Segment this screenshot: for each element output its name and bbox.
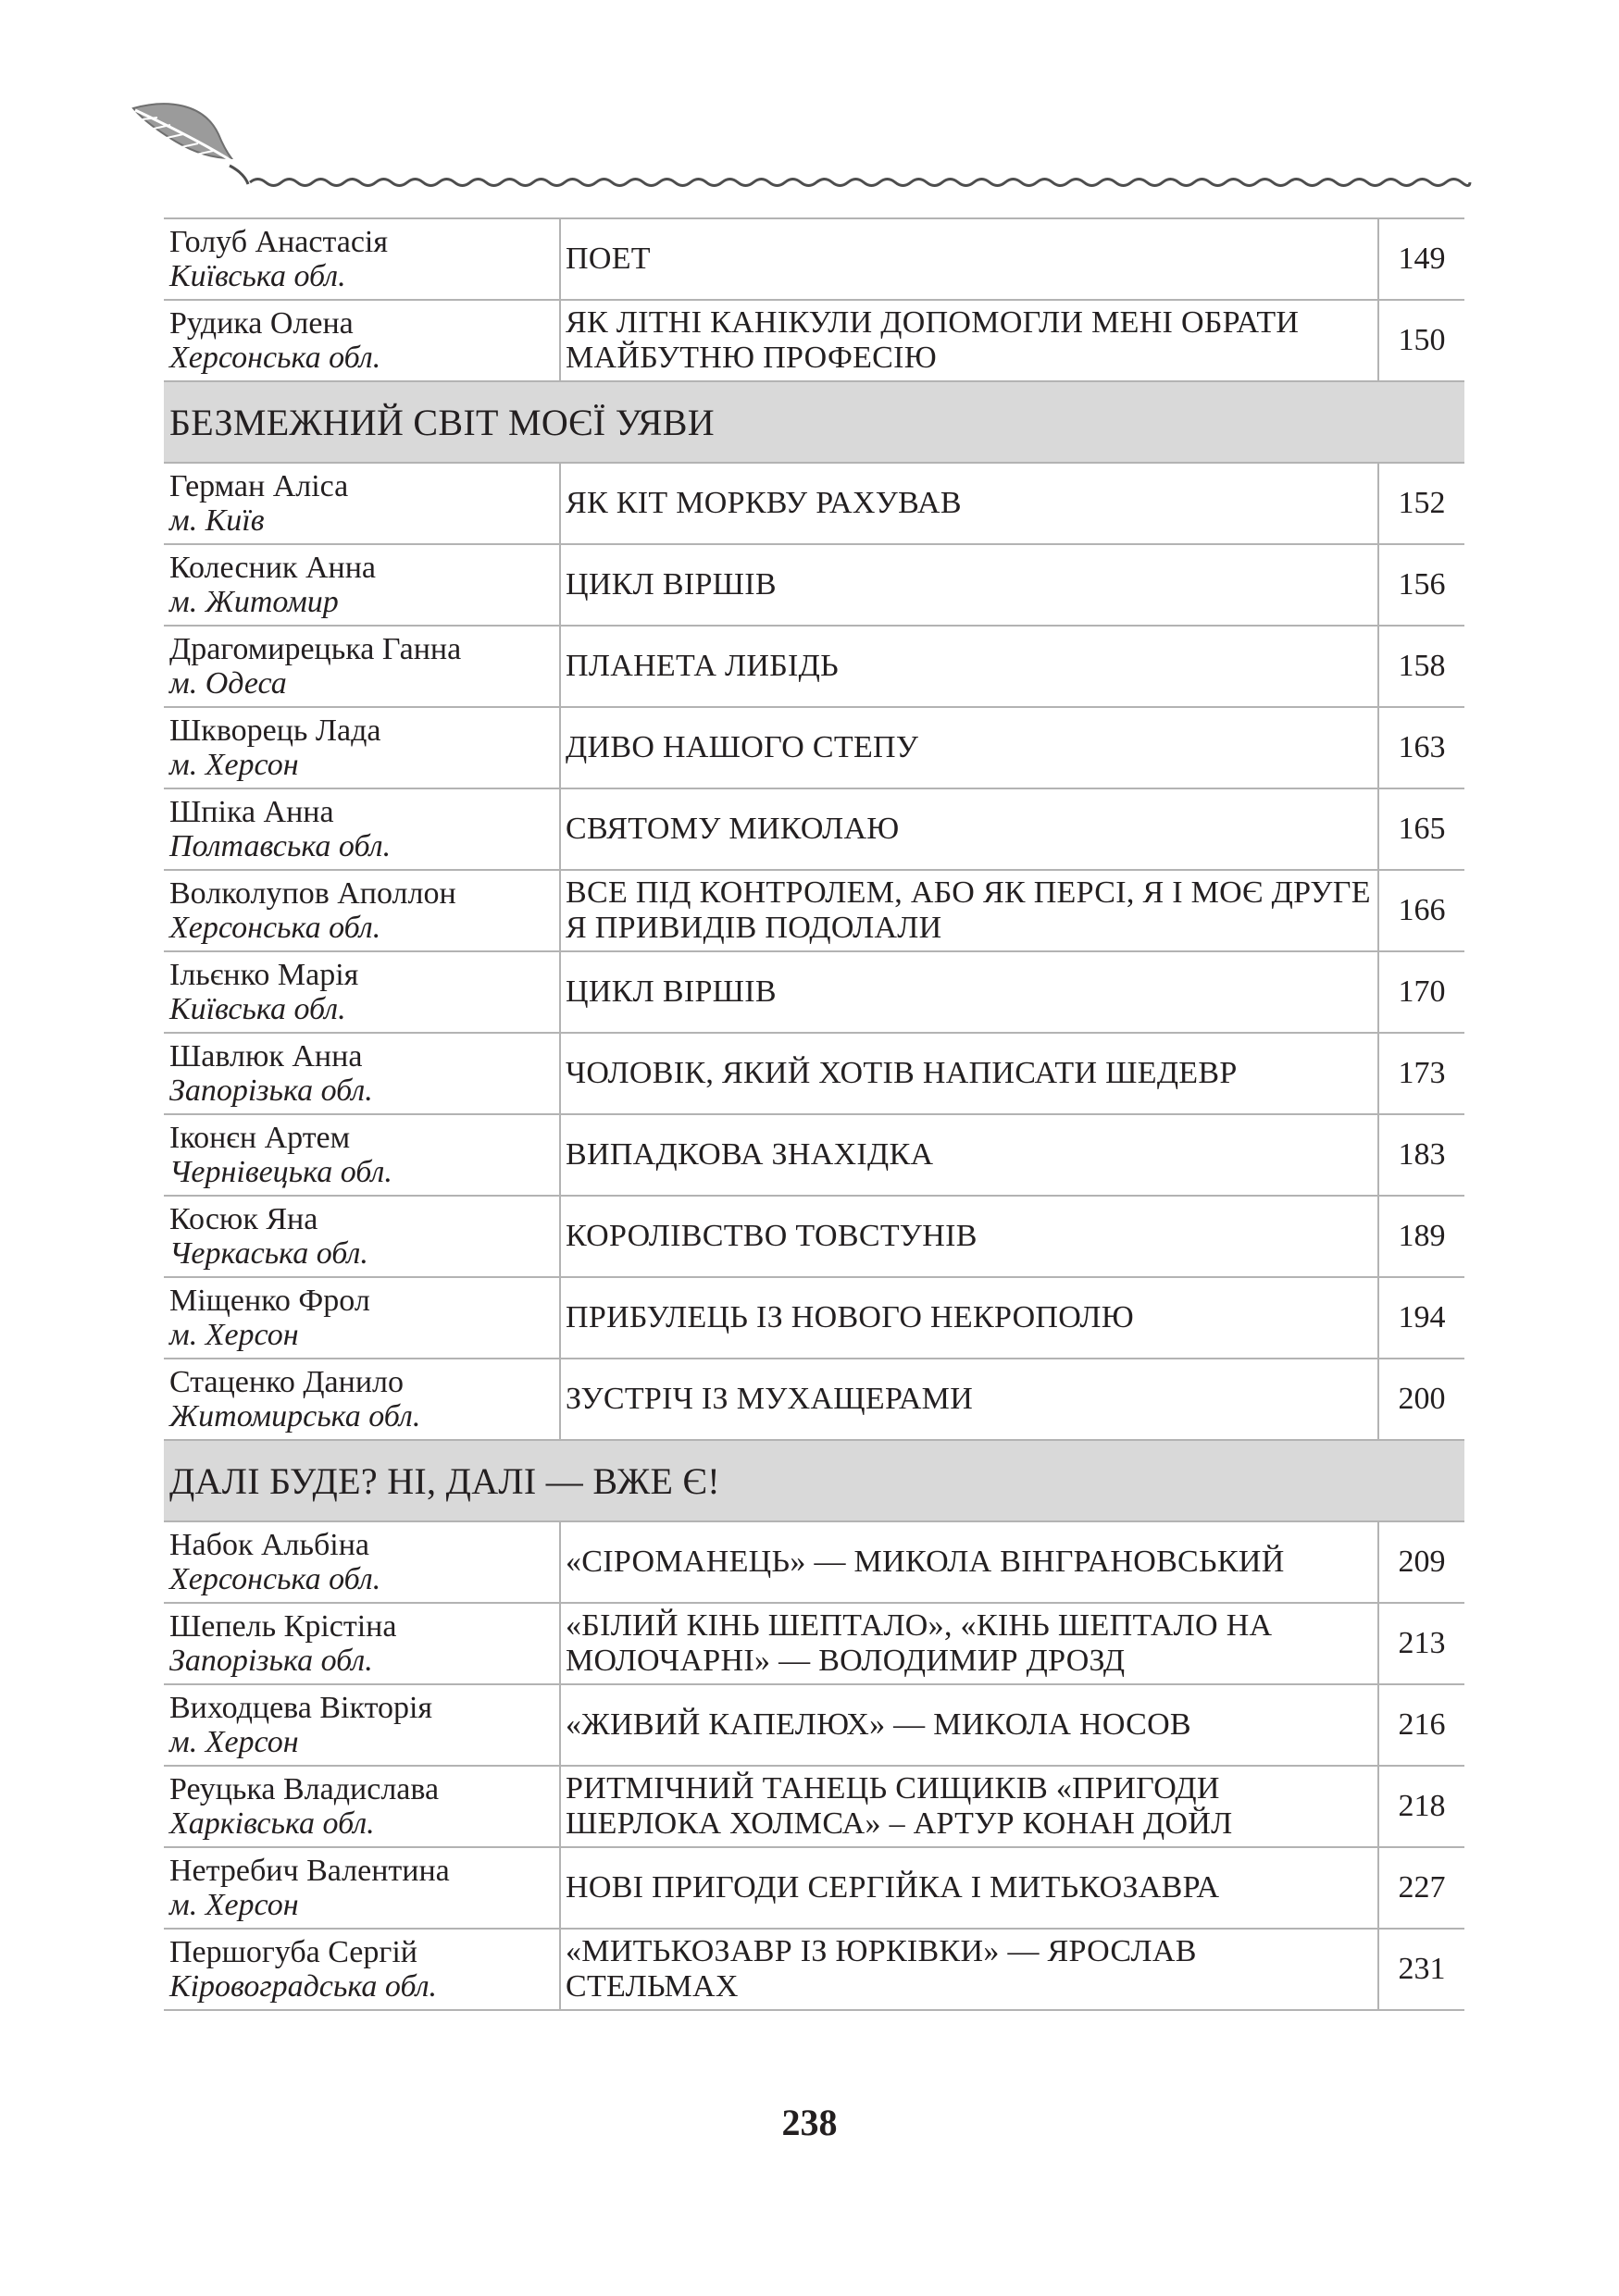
work-title: НОВІ ПРИГОДИ СЕРГІЙКА І МИТЬКОЗАВРА (560, 1847, 1378, 1929)
work-title: ЗУСТРІЧ ІЗ МУХАЩЕРАМИ (560, 1359, 1378, 1440)
work-title: ПЛАНЕТА ЛИБІДЬ (560, 626, 1378, 707)
author-region: м. Київ (169, 503, 265, 538)
author-region: Харківська обл. (169, 1806, 375, 1841)
section-title: ДАЛІ БУДЕ? НІ, ДАЛІ — ВЖЕ Є! (164, 1440, 1464, 1521)
author-cell (164, 707, 560, 788)
table-row (164, 1359, 1464, 1440)
author-cell (164, 1196, 560, 1277)
table-row (164, 1847, 1464, 1929)
author-region: м. Одеса (169, 666, 287, 701)
table-row (164, 1766, 1464, 1847)
work-title: ВИПАДКОВА ЗНАХІДКА (560, 1114, 1378, 1196)
table-row (164, 951, 1464, 1033)
author-cell (164, 870, 560, 951)
author-region: Запорізька обл. (169, 1074, 373, 1108)
author-cell (164, 951, 560, 1033)
table-row (164, 1033, 1464, 1114)
author-region: Чернівецька обл. (169, 1155, 392, 1189)
author-name: Першогуба Сергій (169, 1935, 417, 1969)
table-row (164, 544, 1464, 626)
work-title: СВЯТОМУ МИКОЛАЮ (560, 788, 1378, 870)
work-title: ЦИКЛ ВІРШІВ (560, 951, 1378, 1033)
author-cell (164, 1277, 560, 1359)
table-row (164, 300, 1464, 381)
work-title: ВСЕ ПІД КОНТРОЛЕМ, АБО ЯК ПЕРСІ, Я І МОЄ ДРУГЕ Я ПРИВИДІВ ПОДОЛАЛИ (560, 870, 1378, 951)
author-region: Київська обл. (169, 259, 346, 293)
table-row (164, 218, 1464, 300)
work-title: РИТМІЧНИЙ ТАНЕЦЬ СИЩИКІВ «ПРИГОДИ ШЕРЛОКА ХОЛМСА» – АРТУР КОНАН ДОЙЛ (560, 1766, 1378, 1847)
work-title: ЧОЛОВІК, ЯКИЙ ХОТІВ НАПИСАТИ ШЕДЕВР (560, 1033, 1378, 1114)
author-cell (164, 218, 560, 300)
feather-wave-icon (130, 97, 1472, 190)
author-cell (164, 1684, 560, 1766)
author-cell (164, 463, 560, 544)
section-header (164, 1440, 1464, 1521)
page-ref: 227 (1378, 1847, 1464, 1929)
author-cell (164, 300, 560, 381)
author-name: Рудика Олена (169, 306, 354, 341)
work-title: ЯК КІТ МОРКВУ РАХУВАВ (560, 463, 1378, 544)
author-cell (164, 626, 560, 707)
author-region: Черкаська обл. (169, 1236, 368, 1271)
table-row (164, 1684, 1464, 1766)
page-ref: 150 (1378, 300, 1464, 381)
author-cell (164, 788, 560, 870)
author-name: Голуб Анастасія (169, 225, 389, 259)
author-region: Херсонська обл. (169, 911, 381, 945)
author-region: Запорізька обл. (169, 1644, 373, 1678)
table-row (164, 463, 1464, 544)
author-cell (164, 1033, 560, 1114)
table-row (164, 1277, 1464, 1359)
table-row (164, 1603, 1464, 1684)
page-ref: 149 (1378, 218, 1464, 300)
author-cell (164, 1847, 560, 1929)
table-row (164, 626, 1464, 707)
page-ref: 166 (1378, 870, 1464, 951)
author-name: Ільєнко Марія (169, 958, 359, 992)
author-name: Нетребич Валентина (169, 1854, 450, 1888)
work-title: «БІЛИЙ КІНЬ ШЕПТАЛО», «КІНЬ ШЕПТАЛО НА МОЛОЧАРНІ» — ВОЛОДИМИР ДРОЗД (560, 1603, 1378, 1684)
page-ref: 200 (1378, 1359, 1464, 1440)
table-row (164, 1196, 1464, 1277)
author-name: Реуцька Владислава (169, 1772, 440, 1806)
page-number: 238 (781, 2102, 838, 2143)
table-row (164, 788, 1464, 870)
page-ref: 209 (1378, 1521, 1464, 1603)
table-row (164, 707, 1464, 788)
page-ref: 156 (1378, 544, 1464, 626)
page-ref: 152 (1378, 463, 1464, 544)
author-region: м. Херсон (169, 1318, 299, 1352)
author-name: Колесник Анна (169, 551, 376, 585)
author-cell (164, 1603, 560, 1684)
author-name: Стаценко Данило (169, 1365, 405, 1399)
author-name: Герман Аліса (169, 469, 349, 503)
work-title: КОРОЛІВСТВО ТОВСТУНІВ (560, 1196, 1378, 1277)
author-cell (164, 1766, 560, 1847)
author-name: Міщенко Фрол (169, 1284, 370, 1318)
page-ref: 213 (1378, 1603, 1464, 1684)
author-region: Херсонська обл. (169, 1562, 381, 1596)
author-cell (164, 1929, 560, 2010)
work-title: ПОЕТ (560, 218, 1378, 300)
work-title: «МИТЬКОЗАВР ІЗ ЮРКІВКИ» — ЯРОСЛАВ СТЕЛЬМАХ (560, 1929, 1378, 2010)
work-title: ЯК ЛІТНІ КАНІКУЛИ ДОПОМОГЛИ МЕНІ ОБРАТИ МАЙБУТНЮ ПРОФЕСІЮ (560, 300, 1378, 381)
table-row (164, 1521, 1464, 1603)
author-name: Іконєн Артем (169, 1121, 351, 1155)
page-ref: 189 (1378, 1196, 1464, 1277)
page-ref: 183 (1378, 1114, 1464, 1196)
contents-table (164, 217, 1464, 2011)
author-region: м. Житомир (169, 585, 339, 619)
page-ref: 165 (1378, 788, 1464, 870)
author-region: Кіровоградська обл. (169, 1969, 438, 2004)
author-region: Житомирська обл. (169, 1399, 421, 1433)
author-region: Херсонська обл. (169, 341, 381, 375)
page-ref: 158 (1378, 626, 1464, 707)
page-ref: 173 (1378, 1033, 1464, 1114)
author-name: Шавлюк Анна (169, 1039, 363, 1074)
page-ref: 163 (1378, 707, 1464, 788)
work-title: ЦИКЛ ВІРШІВ (560, 544, 1378, 626)
author-cell (164, 1114, 560, 1196)
author-region: м. Херсон (169, 1888, 299, 1922)
section-title: БЕЗМЕЖНИЙ СВІТ МОЄЇ УЯВИ (164, 381, 1464, 463)
author-cell (164, 1521, 560, 1603)
page-ref: 170 (1378, 951, 1464, 1033)
page-ref: 231 (1378, 1929, 1464, 2010)
author-region: Київська обл. (169, 992, 346, 1026)
page-ref: 216 (1378, 1684, 1464, 1766)
author-name: Шкворець Лада (169, 714, 381, 748)
table-row (164, 1114, 1464, 1196)
table-row (164, 870, 1464, 951)
author-name: Драгомирецька Ганна (169, 632, 462, 666)
author-name: Косюк Яна (169, 1202, 318, 1236)
author-region: Полтавська обл. (169, 829, 392, 863)
author-region: м. Херсон (169, 748, 299, 782)
author-name: Виходцева Вікторія (169, 1691, 433, 1725)
author-name: Шепель Крістіна (169, 1609, 397, 1644)
table-row (164, 1929, 1464, 2010)
author-region: м. Херсон (169, 1725, 299, 1759)
author-name: Набок Альбіна (169, 1528, 370, 1562)
author-cell (164, 544, 560, 626)
page-ref: 194 (1378, 1277, 1464, 1359)
section-header (164, 381, 1464, 463)
work-title: «СІРОМАНЕЦЬ» — МИКОЛА ВІНГРАНОВСЬКИЙ (560, 1521, 1378, 1603)
work-title: ПРИБУЛЕЦЬ ІЗ НОВОГО НЕКРОПОЛЮ (560, 1277, 1378, 1359)
work-title: «ЖИВИЙ КАПЕЛЮХ» — МИКОЛА НОСОВ (560, 1684, 1378, 1766)
page-ref: 218 (1378, 1766, 1464, 1847)
work-title: ДИВО НАШОГО СТЕПУ (560, 707, 1378, 788)
author-cell (164, 1359, 560, 1440)
author-name: Шпіка Анна (169, 795, 334, 829)
author-name: Волколупов Аполлон (169, 876, 456, 911)
